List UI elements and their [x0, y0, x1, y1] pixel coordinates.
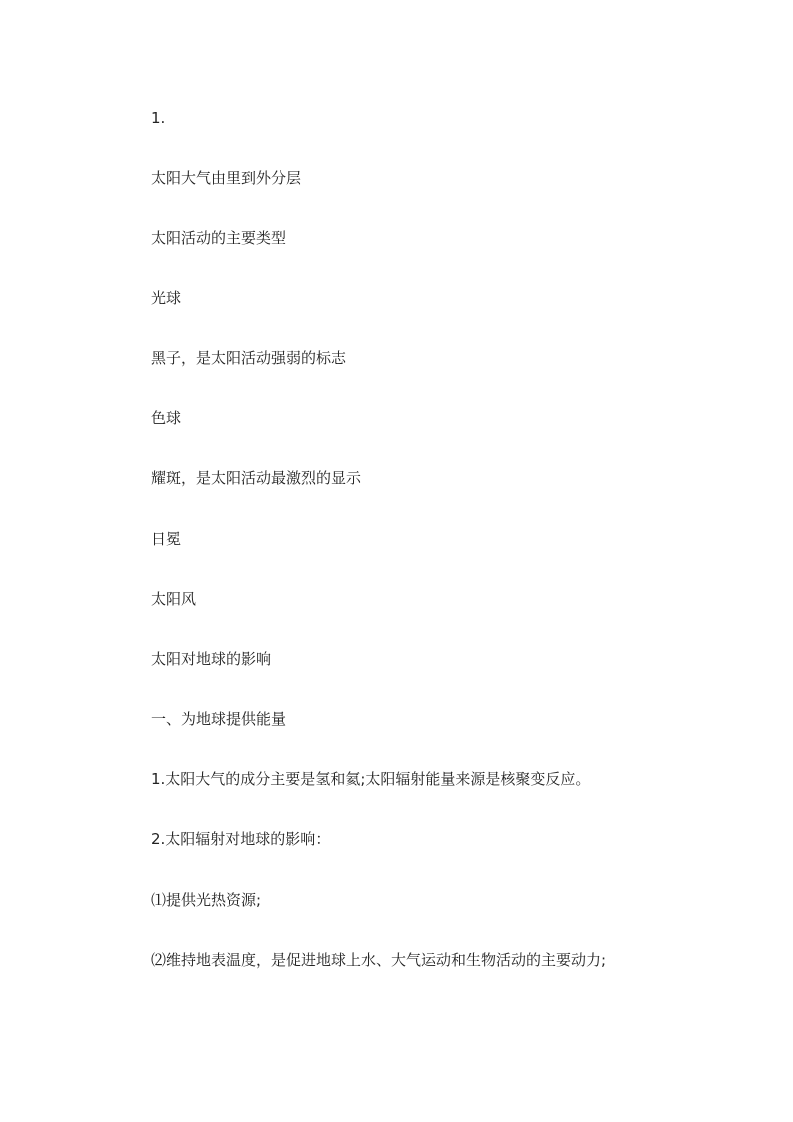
section-number: 1. — [151, 109, 166, 127]
list-item-surface-temperature: ⑵维持地表温度，是促进地球上水、大气运动和生物活动的主要动力; — [151, 951, 607, 969]
text-line-radiation-effects: 2.太阳辐射对地球的影响： — [151, 830, 331, 848]
text-line-composition: 1.太阳大气的成分主要是氢和氦;太阳辐射能量来源是核聚变反应。 — [151, 770, 591, 788]
text-line-sunspots: 黑子，是太阳活动强弱的标志 — [151, 349, 347, 367]
text-line-corona: 日冕 — [151, 530, 182, 548]
list-item-light-heat: ⑴提供光热资源; — [151, 891, 262, 909]
text-line-solar-activity-types: 太阳活动的主要类型 — [151, 229, 287, 247]
heading-sun-effects-on-earth: 太阳对地球的影响 — [151, 650, 272, 668]
text-line-solar-atmosphere-layers: 太阳大气由里到外分层 — [151, 169, 302, 187]
heading-provide-energy: 一、为地球提供能量 — [151, 710, 287, 728]
text-line-flares: 耀斑，是太阳活动最激烈的显示 — [151, 469, 362, 487]
text-line-chromosphere: 色球 — [151, 409, 182, 427]
text-line-solar-wind: 太阳风 — [151, 590, 197, 608]
text-line-photosphere: 光球 — [151, 289, 182, 307]
